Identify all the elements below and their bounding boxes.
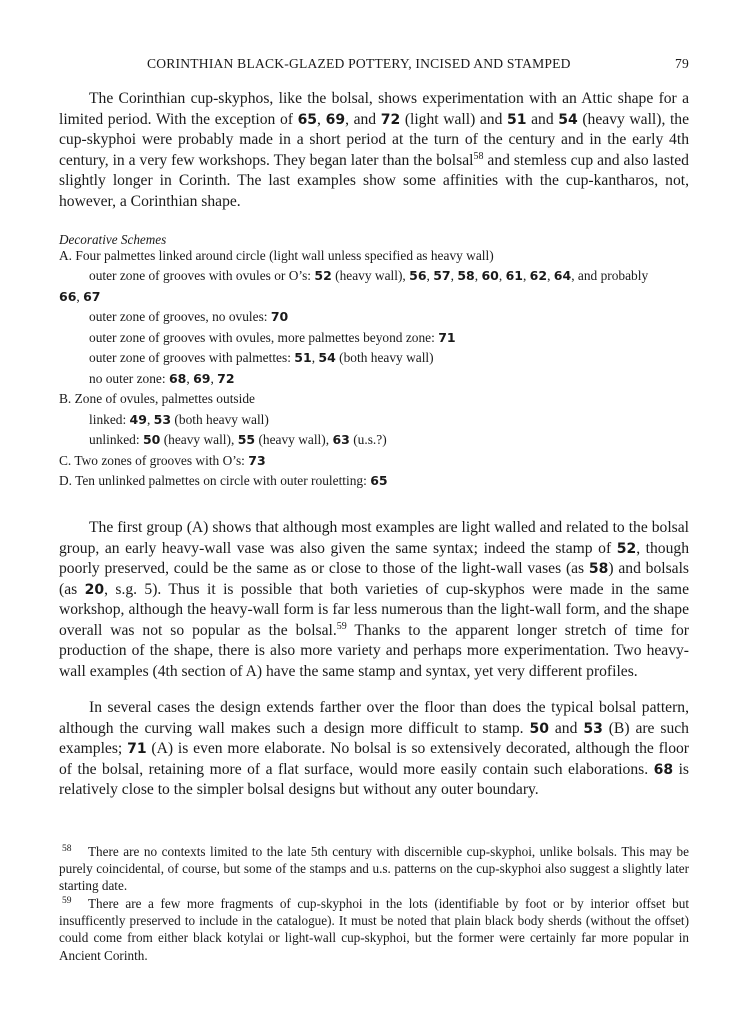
catalogue-number: 55 (237, 432, 256, 447)
paragraph-intro (59, 89, 689, 212)
catalogue-number: 63 (332, 432, 350, 447)
text-run: outer zone of grooves with ovules, more palmettes beyond zone: (89, 330, 439, 345)
catalogue-number: 67 (83, 289, 101, 304)
catalogue-number: 71 (438, 330, 456, 345)
scheme-line (59, 287, 101, 308)
catalogue-number: 54 (318, 350, 336, 365)
scheme-line (59, 389, 255, 410)
text-run: The Corinthian cup-skyphos, like the bolsal, shows experimentation with an Attic shape for a limited period. With the exception of (59, 90, 689, 128)
text-run: , and (345, 110, 381, 128)
text-run: is relatively close to the simpler bolsal designs but without any outer boundary. (59, 760, 689, 798)
text-run: outer zone of grooves with palmettes: (89, 350, 295, 365)
text-run: , though poorly preserved, could be the same as or close to those of the light-wall vases (as (59, 539, 689, 577)
catalogue-number: 66 (59, 289, 77, 304)
text-run: (heavy wall), (331, 268, 410, 283)
catalogue-number: 69 (193, 371, 211, 386)
catalogue-number: 50 (529, 720, 549, 737)
text-run: (heavy wall), (255, 432, 333, 447)
text-run: (heavy wall), the cup-skyphoi were probably made in a short period at the turn of the century and in the early 4th century, in a very few workshops. They began later than the bolsal (59, 110, 690, 169)
catalogue-number: 62 (529, 268, 548, 283)
text-run: (both heavy wall) (335, 350, 434, 365)
catalogue-number: 60 (481, 268, 499, 283)
text-run: , (474, 268, 482, 283)
footnote-ref: 58 (473, 150, 484, 162)
footnote-text: There are no contexts limited to the late 5th century with discernible cup-skyphoi, unlike bolsals. This may be purely coincidental, of course, but some of the stamps and u.s. patterns on the cup-skyphoi also suggest a slightly later starting date. (59, 844, 689, 894)
catalogue-number: 65 (297, 111, 318, 128)
text-run: linked: (89, 412, 130, 427)
catalogue-number: 54 (558, 111, 578, 128)
catalogue-number: 57 (433, 268, 451, 283)
footnote-text: There are a few more fragments of cup-skyphoi in the lots (identifiable by foot or by interior offset but insufficently preserved to include in the catalogue). It must be noted that plain black body sherds (without the offset) could come from either black kotylai or light-wall cup-skyphoi, but the former were certainly far more popular in Ancient Corinth. (59, 896, 689, 963)
text-run: , (146, 412, 154, 427)
catalogue-number: 70 (270, 309, 289, 324)
paragraph-first-group (59, 518, 689, 682)
scheme-line (89, 348, 434, 369)
footnote-ref: 59 (336, 620, 347, 632)
text-run: , (311, 350, 319, 365)
catalogue-number: 51 (507, 111, 527, 128)
catalogue-number: 53 (153, 412, 172, 427)
catalogue-number: 73 (248, 453, 266, 468)
catalogue-number: 49 (129, 412, 147, 427)
catalogue-number: 64 (553, 268, 572, 283)
text-run: , (547, 268, 554, 283)
text-run: no outer zone: (89, 371, 169, 386)
text-run: (u.s.?) (349, 432, 387, 447)
scheme-line (89, 430, 387, 451)
text-run: B. Zone of ovules, palmettes outside (59, 391, 255, 406)
text-run: outer zone of grooves, no ovules: (89, 309, 271, 324)
catalogue-number: 72 (380, 111, 401, 128)
catalogue-number: 69 (325, 111, 346, 128)
footnote-58: 58 There are no contexts limited to the late 5th century with discernible cup-skyphoi, unlike bolsals. This may be purely coincidental, of course, but some of the stamps and u.s. patterns on the cup-skyphoi also suggest a slightly later starting date. (59, 844, 689, 894)
text-run: In several cases the design extends farther over the floor than does the typical bolsal pattern, although the curving wall makes such a design more difficult to stamp. (59, 699, 689, 737)
scheme-line (59, 471, 388, 492)
scheme-line (89, 328, 456, 349)
text-run: A. Four palmettes linked around circle (light wall unless specified as heavy wall) (59, 248, 494, 263)
text-run: ) and bolsals (as (59, 560, 689, 598)
text-run: , (426, 268, 434, 283)
catalogue-number: 53 (583, 720, 603, 737)
text-run: , (210, 371, 218, 386)
text-run: , (498, 268, 506, 283)
text-run: , (450, 268, 458, 283)
scheme-line (89, 266, 648, 287)
text-run: The first group (A) shows that although most examples are light walled and related to the bolsal group, an early heavy-wall vase was also given the same syntax; indeed the stamp of (59, 519, 689, 557)
text-run: (B) are such examples; (59, 719, 689, 757)
scheme-line (59, 451, 266, 472)
catalogue-number: 20 (84, 581, 105, 598)
catalogue-number: 50 (142, 432, 161, 447)
scheme-line (89, 410, 269, 431)
text-run: and stemless cup and also lasted slightly longer in Corinth. The last examples show some affinities with the cup-kantharos, not, however, a Corinthian shape. (59, 151, 689, 210)
catalogue-number: 68 (653, 761, 674, 778)
catalogue-number: 58 (457, 268, 475, 283)
text-run: outer zone of grooves with ovules or O’s: (89, 268, 315, 283)
text-run: , (186, 371, 194, 386)
text-run: , s.g. 5). Thus it is possible that both varieties of cup-skyphos were made in the same workshop, although the heavy-wall form is far less numerous than the light-wall form, and the shape overall was not so popular as the bolsal. (59, 580, 689, 639)
scheme-line (89, 369, 235, 390)
catalogue-number: 61 (505, 268, 523, 283)
catalogue-number: 65 (370, 473, 388, 488)
catalogue-number: 72 (217, 371, 235, 386)
text-run: (light wall) and (400, 110, 508, 128)
text-run: unlinked: (89, 432, 143, 447)
text-run: and (526, 110, 559, 128)
text-run: Thanks to the apparent longer stretch of time for production of the shape, there is also more variety and perhaps more experimentation. Two heavy-wall examples (4th section of A) have the same stamp and syntax, yet very different profiles. (59, 621, 689, 680)
text-run: (heavy wall), (160, 432, 238, 447)
catalogue-number: 56 (409, 268, 427, 283)
text-run: , and probably (571, 268, 649, 283)
page-number: 79 (675, 56, 689, 71)
catalogue-number: 52 (616, 540, 637, 557)
text-run: C. Two zones of grooves with O’s: (59, 453, 249, 468)
catalogue-number: 52 (314, 268, 332, 283)
text-run: , (522, 268, 530, 283)
text-run: (A) is even more elaborate. No bolsal is so extensively decorated, although the floor of the bolsal, retaining more of a flat surface, would more easily contain such elaborations. (59, 740, 689, 778)
scheme-line (59, 246, 494, 267)
text-run: (both heavy wall) (171, 412, 269, 427)
scheme-line (89, 307, 288, 328)
decorative-schemes-heading: Decorative Schemes (59, 232, 167, 247)
running-head (59, 56, 689, 76)
text-run: , (317, 110, 326, 128)
catalogue-number: 58 (588, 561, 609, 577)
catalogue-number: 51 (294, 350, 312, 365)
running-title: CORINTHIAN BLACK-GLAZED POTTERY, INCISED AND STAMPED (147, 56, 571, 71)
catalogue-number: 68 (168, 371, 187, 386)
text-run: , (76, 289, 84, 304)
paragraph-several-cases (59, 698, 689, 801)
text-run: D. Ten unlinked palmettes on circle with outer rouletting: (59, 473, 371, 488)
text-run: and (548, 719, 584, 737)
catalogue-number: 71 (127, 741, 147, 757)
footnote-59: 59 There are a few more fragments of cup-skyphoi in the lots (identifiable by foot or by interior offset but insufficently preserved to include in the catalogue). It must be noted that plain black body sherds (without the offset) could come from either black kotylai or light-wall cup-skyphoi, but the former were certainly far more popular in Ancient Corinth. (59, 896, 689, 963)
